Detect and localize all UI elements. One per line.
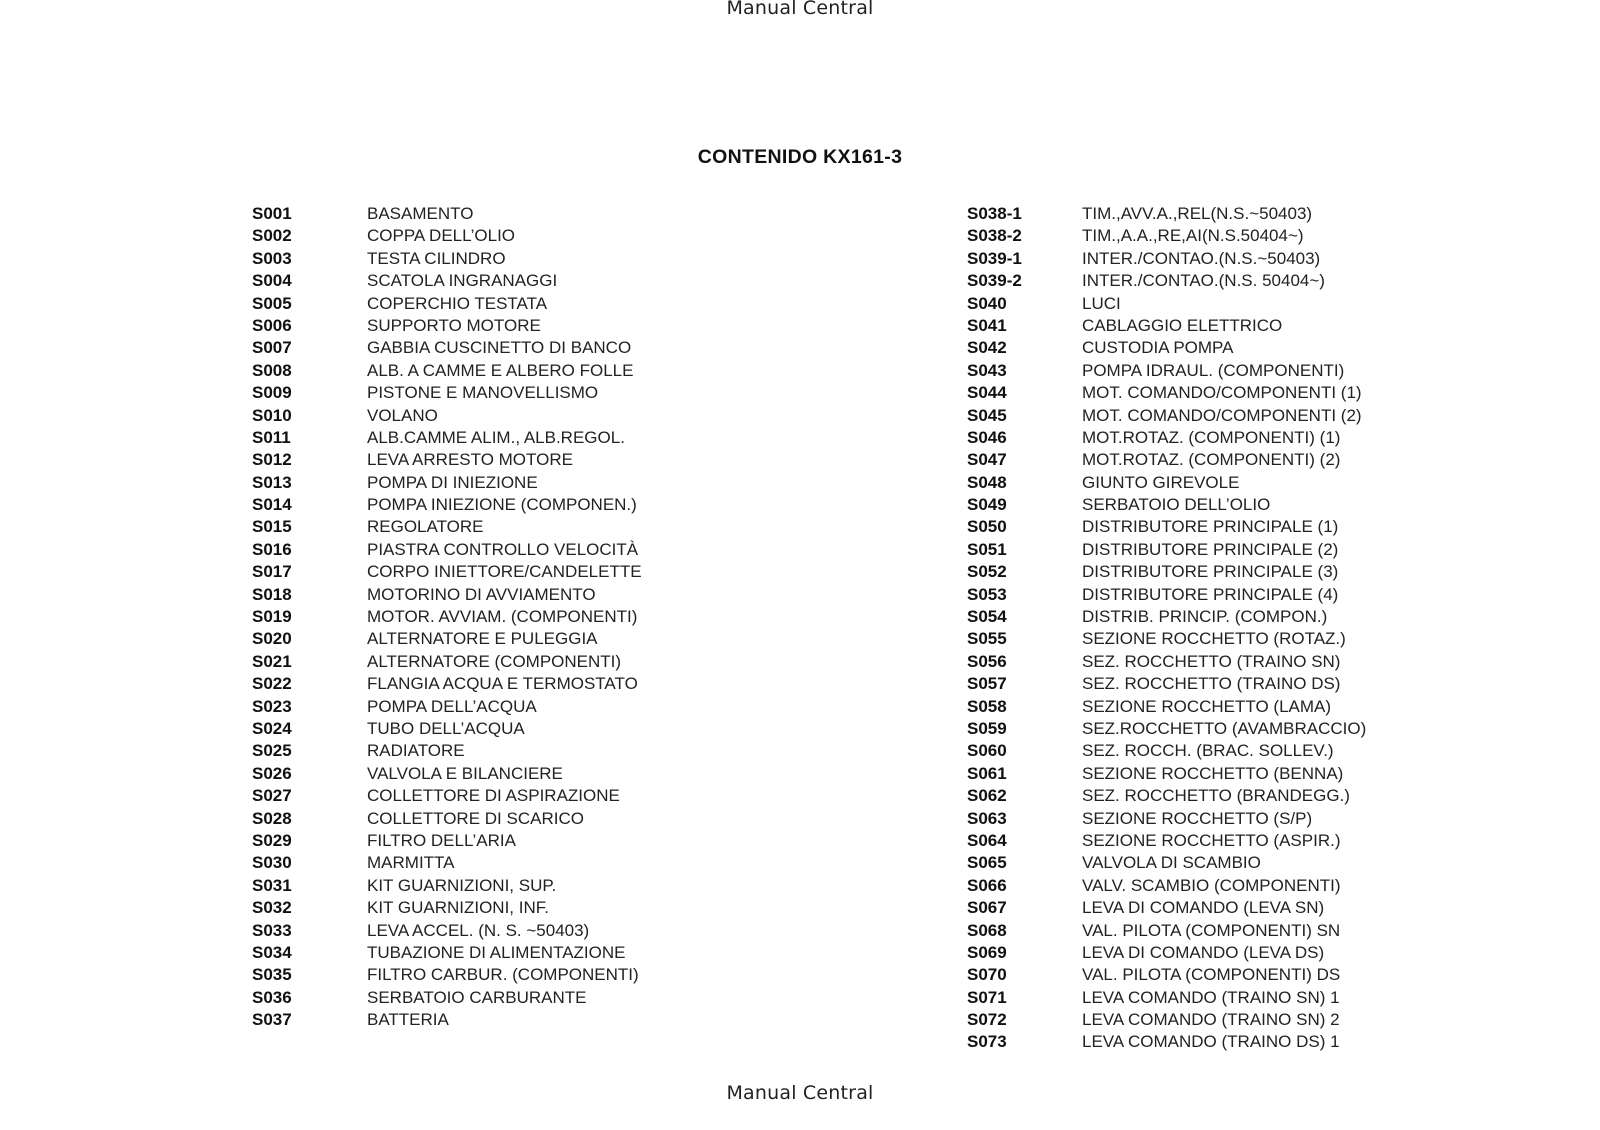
toc-entry-code: S007	[252, 338, 292, 358]
footer-watermark: Manual Central	[726, 1082, 874, 1104]
toc-right-column	[967, 203, 1366, 1054]
toc-entry-code: S050	[967, 517, 1007, 537]
document-title: CONTENIDO KX161-3	[697, 146, 903, 168]
toc-entry-code: S013	[252, 472, 292, 492]
toc-entry-code: S063	[967, 808, 1007, 828]
toc-entry	[967, 964, 1366, 986]
toc-entry	[252, 740, 642, 762]
toc-entry	[252, 942, 642, 964]
toc-entry-label: INTER./CONTAO.(N.S.~50403)	[1082, 248, 1321, 268]
toc-entry-code: S068	[967, 920, 1007, 940]
toc-entry-code: S028	[252, 808, 292, 828]
toc-entry-code: S041	[967, 315, 1007, 335]
toc-entry	[967, 539, 1366, 561]
toc-entry-label: COLLETTORE DI ASPIRAZIONE	[367, 786, 620, 806]
toc-entry-label: SEZ. ROCCHETTO (TRAINO DS)	[1082, 674, 1341, 694]
toc-entry-label: REGOLATORE	[367, 517, 484, 537]
toc-entry	[252, 897, 642, 919]
toc-entry-label: VAL. PILOTA (COMPONENTI) SN	[1082, 920, 1341, 940]
toc-entry	[967, 763, 1366, 785]
toc-entry	[252, 785, 642, 807]
toc-entry-code: S069	[967, 942, 1007, 962]
toc-entry-label: SERBATOIO DELL’OLIO	[1082, 495, 1271, 515]
toc-entry-code: S034	[252, 942, 292, 962]
toc-entry-label: MOT. COMANDO/COMPONENTI (2)	[1082, 405, 1362, 425]
toc-entry-label: LUCI	[1082, 293, 1121, 313]
toc-entry-label: ALTERNATORE (COMPONENTI)	[367, 651, 622, 671]
toc-entry-code: S053	[967, 584, 1007, 604]
toc-entry-code: S010	[252, 405, 292, 425]
toc-entry-label: FILTRO CARBUR. (COMPONENTI)	[367, 965, 639, 985]
toc-entry-code: S061	[967, 763, 1007, 783]
toc-entry-code: S045	[967, 405, 1007, 425]
toc-entry	[252, 293, 642, 315]
toc-entry	[252, 852, 642, 874]
toc-entry-label: POMPA INIEZIONE (COMPONEN.)	[367, 495, 637, 515]
toc-entry-code: S017	[252, 562, 292, 582]
toc-entry-code: S025	[252, 741, 292, 761]
toc-entry	[967, 651, 1366, 673]
toc-entry-code: S003	[252, 248, 292, 268]
toc-entry-code: S033	[252, 920, 292, 940]
toc-entry	[252, 830, 642, 852]
toc-entry-code: S066	[967, 875, 1007, 895]
toc-entry-label: SUPPORTO MOTORE	[367, 315, 541, 335]
toc-entry-label: COLLETTORE DI SCARICO	[367, 808, 584, 828]
toc-entry	[967, 360, 1366, 382]
toc-entry	[967, 875, 1366, 897]
toc-entry-label: POMPA DELL’ACQUA	[367, 696, 537, 716]
toc-entry-code: S070	[967, 965, 1007, 985]
toc-entry	[967, 696, 1366, 718]
toc-entry	[252, 763, 642, 785]
toc-entry-code: S067	[967, 898, 1007, 918]
toc-entry	[967, 987, 1366, 1009]
toc-entry	[252, 449, 642, 471]
toc-entry	[252, 651, 642, 673]
toc-entry-code: S021	[252, 651, 292, 671]
toc-entry-label: DISTRIBUTORE PRINCIPALE (2)	[1082, 539, 1339, 559]
toc-entry-code: S051	[967, 539, 1007, 559]
toc-entry-label: TIM.,A.A.,RE,AI(N.S.50404~)	[1082, 226, 1304, 246]
toc-entry-code: S022	[252, 674, 292, 694]
toc-entry	[967, 606, 1366, 628]
toc-entry-code: S035	[252, 965, 292, 985]
toc-entry-label: SEZIONE ROCCHETTO (LAMA)	[1082, 696, 1332, 716]
toc-entry-label: SERBATOIO CARBURANTE	[367, 987, 587, 1007]
toc-entry	[967, 270, 1366, 292]
toc-entry-label: LEVA COMANDO (TRAINO DS) 1	[1082, 1032, 1340, 1052]
toc-entry-code: S062	[967, 786, 1007, 806]
toc-entry	[252, 920, 642, 942]
toc-entry	[967, 718, 1366, 740]
toc-entry-label: CABLAGGIO ELETTRICO	[1082, 315, 1283, 335]
toc-entry	[252, 360, 642, 382]
toc-entry-label: SEZ.ROCCHETTO (AVAMBRACCIO)	[1082, 718, 1367, 738]
toc-entry-label: PISTONE E MANOVELLISMO	[367, 383, 599, 403]
toc-entry	[252, 718, 642, 740]
toc-entry-label: KIT GUARNIZIONI, INF.	[367, 898, 549, 918]
toc-entry-label: MOT.ROTAZ. (COMPONENTI) (1)	[1082, 427, 1341, 447]
toc-entry-code: S018	[252, 584, 292, 604]
toc-entry	[252, 315, 642, 337]
toc-entry	[252, 987, 642, 1009]
toc-entry-label: CUSTODIA POMPA	[1082, 338, 1234, 358]
toc-entry-label: TUBAZIONE DI ALIMENTAZIONE	[367, 942, 626, 962]
toc-entry-label: TUBO DELL’ACQUA	[367, 718, 525, 738]
toc-entry	[967, 382, 1366, 404]
toc-entry-code: S044	[967, 383, 1007, 403]
toc-entry	[252, 606, 642, 628]
toc-entry-label: BATTERIA	[367, 1010, 449, 1030]
toc-entry-code: S005	[252, 293, 292, 313]
toc-entry-label: SEZ. ROCCHETTO (BRANDEGG.)	[1082, 786, 1350, 806]
toc-entry	[252, 808, 642, 830]
toc-entry	[252, 270, 642, 292]
toc-entry-label: LEVA DI COMANDO (LEVA DS)	[1082, 942, 1325, 962]
toc-entry	[967, 561, 1366, 583]
toc-entry-code: S059	[967, 718, 1007, 738]
toc-entry	[252, 203, 642, 225]
toc-entry-label: VAL. PILOTA (COMPONENTI) DS	[1082, 965, 1341, 985]
toc-entry-label: SEZIONE ROCCHETTO (BENNA)	[1082, 763, 1344, 783]
toc-entry-label: MOTOR. AVVIAM. (COMPONENTI)	[367, 607, 638, 627]
toc-entry-label: CORPO INIETTORE/CANDELETTE	[367, 562, 642, 582]
toc-entry-code: S058	[967, 696, 1007, 716]
toc-entry-code: S047	[967, 450, 1007, 470]
toc-entry-code: S004	[252, 271, 292, 291]
toc-entry	[967, 628, 1366, 650]
toc-entry-code: S038-2	[967, 226, 1022, 246]
toc-entry-code: S054	[967, 607, 1007, 627]
toc-entry-code: S020	[252, 629, 292, 649]
toc-entry	[967, 673, 1366, 695]
toc-entry-code: S032	[252, 898, 292, 918]
toc-entry-label: VALVOLA E BILANCIERE	[367, 763, 563, 783]
toc-entry-label: DISTRIBUTORE PRINCIPALE (3)	[1082, 562, 1339, 582]
toc-entry	[252, 673, 642, 695]
toc-entry-label: LEVA COMANDO (TRAINO SN) 2	[1082, 1010, 1340, 1030]
toc-entry-code: S015	[252, 517, 292, 537]
toc-entry-code: S009	[252, 383, 292, 403]
toc-entry-code: S002	[252, 226, 292, 246]
toc-entry-label: MOT.ROTAZ. (COMPONENTI) (2)	[1082, 450, 1341, 470]
toc-entry	[967, 516, 1366, 538]
toc-entry	[967, 1009, 1366, 1031]
toc-entry-label: VALV. SCAMBIO (COMPONENTI)	[1082, 875, 1341, 895]
toc-entry-label: TIM.,AVV.A.,REL(N.S.~50403)	[1082, 204, 1313, 223]
toc-entry-label: LEVA ACCEL. (N. S. ~50403)	[367, 920, 590, 940]
toc-entry-code: S071	[967, 987, 1007, 1007]
toc-entry	[252, 628, 642, 650]
toc-entry	[967, 808, 1366, 830]
toc-entry	[967, 494, 1366, 516]
toc-entry	[967, 405, 1366, 427]
toc-left-column	[252, 203, 642, 1031]
toc-entry-label: RADIATORE	[367, 741, 465, 761]
toc-entry	[252, 472, 642, 494]
toc-entry-code: S038-1	[967, 204, 1022, 223]
toc-entry-code: S023	[252, 696, 292, 716]
toc-entry-code: S001	[252, 204, 292, 223]
toc-entry-code: S006	[252, 315, 292, 335]
toc-entry	[967, 203, 1366, 225]
toc-entry	[967, 897, 1366, 919]
toc-entry	[967, 1031, 1366, 1053]
toc-entry	[252, 539, 642, 561]
toc-entry-label: LEVA COMANDO (TRAINO SN) 1	[1082, 987, 1340, 1007]
toc-entry	[252, 382, 642, 404]
toc-entry	[967, 315, 1366, 337]
toc-entry-code: S014	[252, 495, 292, 515]
toc-entry-code: S073	[967, 1032, 1007, 1052]
toc-entry	[967, 248, 1366, 270]
toc-entry-label: ALTERNATORE E PULEGGIA	[367, 629, 598, 649]
toc-entry	[967, 427, 1366, 449]
toc-entry-label: MARMITTA	[367, 853, 455, 873]
toc-entry-code: S030	[252, 853, 292, 873]
toc-entry-label: DISTRIB. PRINCIP. (COMPON.)	[1082, 607, 1328, 627]
toc-entry-code: S060	[967, 741, 1007, 761]
toc-entry-label: KIT GUARNIZIONI, SUP.	[367, 875, 557, 895]
toc-entry-code: S040	[967, 293, 1007, 313]
toc-entry-code: S026	[252, 763, 292, 783]
toc-entry-code: S064	[967, 830, 1007, 850]
toc-entry	[967, 920, 1366, 942]
toc-entry-code: S036	[252, 987, 292, 1007]
toc-entry-label: BASAMENTO	[367, 204, 474, 223]
toc-entry	[252, 337, 642, 359]
toc-entry-label: VOLANO	[367, 405, 438, 425]
toc-entry	[967, 449, 1366, 471]
toc-entry-code: S039-1	[967, 248, 1022, 268]
toc-entry-label: SEZ. ROCCHETTO (TRAINO SN)	[1082, 651, 1341, 671]
toc-entry-code: S019	[252, 607, 292, 627]
toc-entry	[967, 830, 1366, 852]
toc-entry-label: PIASTRA CONTROLLO VELOCITÀ	[367, 539, 639, 559]
toc-entry	[967, 337, 1366, 359]
toc-entry-code: S008	[252, 360, 292, 380]
toc-entry-code: S056	[967, 651, 1007, 671]
toc-entry	[252, 561, 642, 583]
toc-entry-label: SEZIONE ROCCHETTO (S/P)	[1082, 808, 1313, 828]
toc-entry	[252, 248, 642, 270]
toc-entry-code: S027	[252, 786, 292, 806]
toc-entry-label: SEZ. ROCCH. (BRAC. SOLLEV.)	[1082, 741, 1334, 761]
toc-entry	[967, 740, 1366, 762]
toc-entry-label: LEVA ARRESTO MOTORE	[367, 450, 573, 470]
toc-entry-label: COPERCHIO TESTATA	[367, 293, 548, 313]
toc-entry-code: S024	[252, 718, 292, 738]
toc-entry-label: GIUNTO GIREVOLE	[1082, 472, 1240, 492]
toc-entry-code: S029	[252, 830, 292, 850]
toc-entry-label: SEZIONE ROCCHETTO (ASPIR.)	[1082, 830, 1341, 850]
toc-entry-code: S037	[252, 1010, 292, 1030]
toc-entry-code: S016	[252, 539, 292, 559]
toc-entry-label: POMPA DI INIEZIONE	[367, 472, 538, 492]
toc-entry-label: MOT. COMANDO/COMPONENTI (1)	[1082, 383, 1362, 403]
toc-entry-code: S052	[967, 562, 1007, 582]
toc-entry-code: S072	[967, 1010, 1007, 1030]
toc-entry	[967, 225, 1366, 247]
toc-entry-label: GABBIA CUSCINETTO DI BANCO	[367, 338, 632, 358]
toc-entry	[252, 516, 642, 538]
toc-entry-code: S065	[967, 853, 1007, 873]
toc-entry-label: SCATOLA INGRANAGGI	[367, 271, 558, 291]
toc-entry-label: VALVOLA DI SCAMBIO	[1082, 853, 1261, 873]
toc-entry-code: S046	[967, 427, 1007, 447]
toc-entry-label: TESTA CILINDRO	[367, 248, 506, 268]
toc-entry-label: INTER./CONTAO.(N.S. 50404~)	[1082, 271, 1325, 291]
toc-entry-label: POMPA IDRAUL. (COMPONENTI)	[1082, 360, 1345, 380]
toc-entry-code: S049	[967, 495, 1007, 515]
toc-entry-label: MOTORINO DI AVVIAMENTO	[367, 584, 596, 604]
toc-entry-code: S039-2	[967, 271, 1022, 291]
toc-entry-code: S043	[967, 360, 1007, 380]
toc-entry	[967, 942, 1366, 964]
toc-entry-label: LEVA DI COMANDO (LEVA SN)	[1082, 898, 1325, 918]
toc-entry-label: COPPA DELL’OLIO	[367, 226, 516, 246]
toc-entry-label: ALB. A CAMME E ALBERO FOLLE	[367, 360, 634, 380]
toc-entry	[252, 494, 642, 516]
toc-entry-code: S011	[252, 427, 291, 447]
toc-entry-label: ALB.CAMME ALIM., ALB.REGOL.	[367, 427, 625, 447]
toc-entry	[252, 405, 642, 427]
toc-entry	[967, 584, 1366, 606]
toc-entry	[252, 964, 642, 986]
header-watermark: Manual Central	[726, 0, 874, 19]
toc-entry-label: FILTRO DELL’ARIA	[367, 830, 516, 850]
toc-entry	[252, 1009, 642, 1031]
toc-entry	[967, 852, 1366, 874]
toc-entry-code: S055	[967, 629, 1007, 649]
toc-entry	[252, 696, 642, 718]
toc-entry	[252, 875, 642, 897]
toc-entry-code: S031	[252, 875, 292, 895]
toc-entry-label: FLANGIA ACQUA E TERMOSTATO	[367, 674, 638, 694]
toc-entry	[967, 785, 1366, 807]
toc-entry-label: DISTRIBUTORE PRINCIPALE (1)	[1082, 517, 1339, 537]
toc-entry-code: S012	[252, 450, 292, 470]
toc-entry-label: DISTRIBUTORE PRINCIPALE (4)	[1082, 584, 1339, 604]
toc-entry	[252, 427, 642, 449]
toc-entry	[967, 472, 1366, 494]
toc-entry-code: S057	[967, 674, 1007, 694]
toc-entry-code: S042	[967, 338, 1007, 358]
toc-entry	[252, 584, 642, 606]
toc-entry	[252, 225, 642, 247]
toc-entry-code: S048	[967, 472, 1007, 492]
toc-entry-label: SEZIONE ROCCHETTO (ROTAZ.)	[1082, 629, 1346, 649]
toc-entry	[967, 293, 1366, 315]
